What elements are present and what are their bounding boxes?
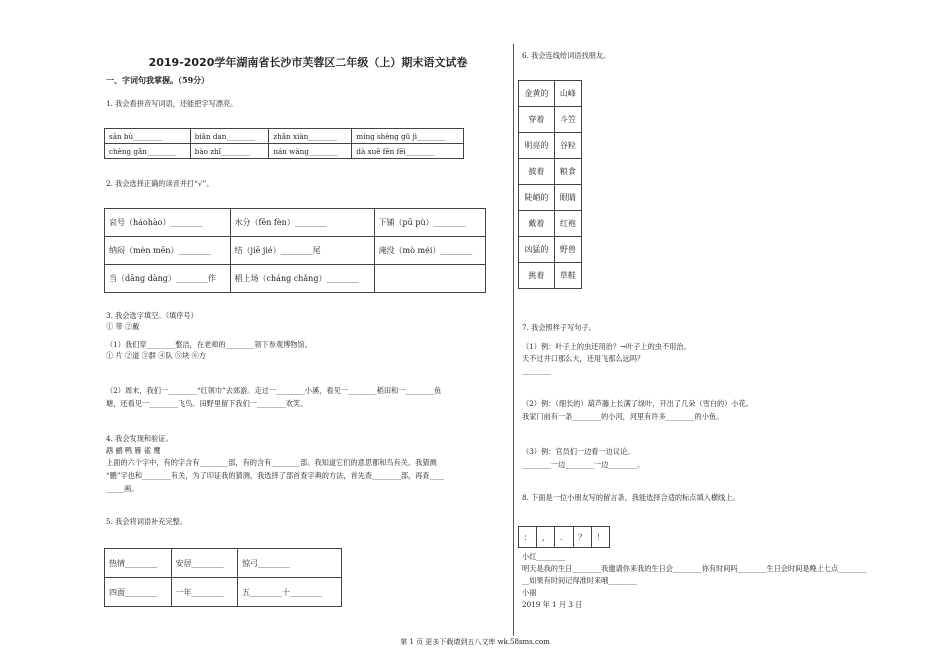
q6-left-word: 凶猛的: [519, 237, 555, 263]
q5-cell: 惊弓________: [238, 549, 342, 578]
q1-cell: míng shèng gǔ jì________: [352, 129, 464, 144]
q7-label: 7. 我会照样子写句子。: [522, 323, 596, 332]
q1-cell: sān bù________: [105, 129, 191, 144]
q6-right-word: 草鞋: [554, 263, 581, 289]
note-body-2: __如果有时间记得准时来哦________: [522, 576, 638, 585]
q7-answer-1: ________: [522, 366, 551, 375]
q7-task-3: ________一边________一边________。: [522, 460, 645, 469]
table-row: [105, 237, 486, 265]
section-heading: 一、字词句我掌握。（59分）: [106, 75, 210, 85]
q2-cell: 结（jiē jié）________尾: [230, 237, 374, 265]
table-row: [105, 144, 464, 159]
q2-cell: 下铺（pū pù）________: [374, 209, 485, 237]
q1-cell: chèng gǎn________: [105, 144, 191, 159]
q5-cell: 五________十________: [238, 578, 342, 607]
q1-cell: biān dan________: [190, 129, 269, 144]
q7-task-2: 我家门前有一条________的小河，河里有许多________的小鱼。: [522, 412, 724, 421]
q4-line-3: _____画。: [106, 484, 139, 493]
q2-cell: 纳闷（mèn mēn）________: [105, 237, 231, 265]
q2-cell: 水分（fēn fèn）________: [230, 209, 374, 237]
table-row: [105, 265, 486, 293]
table-row: [519, 159, 582, 185]
table-row: [519, 81, 582, 107]
page-footer: 第 1 页 更多下载请到五八文库 wk.58sms.com: [400, 638, 550, 646]
q6-left-word: 披着: [519, 159, 555, 185]
q2-cell: 当（dāng dàng）________作: [105, 265, 231, 293]
q3-sentence-1: （1）我们穿________整洁，在老师的________领下参观博物馆。: [106, 340, 312, 349]
q6-right-word: 山峰: [554, 81, 581, 107]
q2-table: [104, 208, 486, 293]
q2-cell: [374, 265, 485, 293]
q7-task-1: 天不过井口那么大，还用飞那么远吗？: [522, 354, 645, 363]
q8-punctuation-table: [518, 526, 610, 548]
q1-label: 1. 我会看拼音写词语，还能把字写漂亮。: [106, 99, 238, 108]
q2-cell: 淹没（mò méi）________: [374, 237, 485, 265]
q7-example-2: （2）例：（细长的）葫芦藤上长满了绿叶，开出了几朵（雪白的）小花。: [522, 399, 753, 408]
punctuation-mark: ：: [519, 527, 537, 548]
q6-left-word: 戴着: [519, 211, 555, 237]
q1-cell: bào zhǐ________: [190, 144, 269, 159]
q1-cell: dà xuě fēn fēi________: [352, 144, 464, 159]
q6-right-word: 眼睛: [554, 185, 581, 211]
q1-table: [104, 128, 464, 159]
q6-left-word: 挑着: [519, 263, 555, 289]
q5-cell: 一年________: [171, 578, 238, 607]
q5-table: [104, 548, 342, 607]
q4-words: 鹉 鹂 鸭 雁 雀 鹰: [106, 446, 161, 455]
table-row: [105, 129, 464, 144]
q5-cell: 热情________: [105, 549, 172, 578]
q5-label: 5. 我会将词语补充完整。: [106, 517, 188, 526]
q3-sentence-2a: （2）周末，我们一________“红领巾”去郊游。走过一________小溪，看见一________稻田和一________鱼: [106, 386, 442, 395]
q6-right-word: 红袍: [554, 211, 581, 237]
q7-example-1: （1）例：叶子上的虫还用治？→叶子上的虫不用治。: [522, 342, 691, 351]
q2-label: 2. 我会选择正确的读音并打“√”。: [106, 179, 214, 188]
table-row: [519, 211, 582, 237]
q3-sentence-2b: 塘，还看见一________飞鸟。田野里留下我们一________欢笑。: [106, 399, 308, 408]
q1-cell: zhǎn xiàn________: [269, 129, 352, 144]
note-greeting: 小红________: [522, 552, 566, 561]
q2-cell: 稻上场（cháng chǎng）________: [230, 265, 374, 293]
q4-line-2: “鹏”字也和________有关，为了印证我的猜测，我选择了部首查字典的方法，首先查________部，再查____: [106, 471, 444, 480]
q6-right-word: 谷粒: [554, 133, 581, 159]
punctuation-mark: ，: [537, 527, 555, 548]
q1-cell: nán wàng________: [269, 144, 352, 159]
q6-right-word: 斗笠: [554, 107, 581, 133]
q5-cell: 四面________: [105, 578, 172, 607]
note-body-1: 明天是我的生日________我邀请你来我的生日会________你有时间吗________生日会时间是晚上七点________: [522, 564, 868, 573]
table-row: [519, 237, 582, 263]
q6-table: [518, 80, 582, 289]
q6-left-word: 明亮的: [519, 133, 555, 159]
q6-right-word: 野兽: [554, 237, 581, 263]
q8-label: 8. 下面是一位小朋友写的留言条，我能选择合适的标点填入横线上。: [522, 493, 740, 502]
table-row: [105, 549, 342, 578]
column-divider: [513, 44, 514, 636]
table-row: [519, 133, 582, 159]
q2-cell: 哀号（háohào）________: [105, 209, 231, 237]
q4-label: 4. 我会发现和验证。: [106, 434, 173, 443]
q6-label: 6. 我会连线给词语找朋友。: [522, 51, 611, 60]
note-date: 2019 年 1 月 3 日: [522, 600, 583, 609]
punctuation-mark: ！: [591, 527, 609, 548]
q6-left-word: 金黄的: [519, 81, 555, 107]
q3-options-2: ① 片 ②道 ③群 ④队 ⑤块 ⑥方: [106, 351, 206, 360]
q3-label: 3. 我会选字填空。（填序号）: [106, 311, 198, 320]
punctuation-mark: ．: [555, 527, 573, 548]
table-row: [105, 578, 342, 607]
table-row: [519, 107, 582, 133]
table-row: [519, 527, 610, 548]
table-row: [519, 185, 582, 211]
punctuation-mark: ？: [573, 527, 591, 548]
table-row: [105, 209, 486, 237]
q7-example-3: （3）例：官员们一边看一边议论。: [522, 447, 635, 456]
q5-cell: 安居________: [171, 549, 238, 578]
q6-left-word: 陡峭的: [519, 185, 555, 211]
exam-title: 2019-2020学年湖南省长沙市芙蓉区二年级（上）期末语文试卷: [148, 56, 468, 69]
q4-line-1: 上面的六个字中，有的字含有________部，有的含有________部。我知道它们的意思都和鸟有关。我猜测: [106, 458, 437, 467]
q6-left-word: 穿着: [519, 107, 555, 133]
table-row: [519, 263, 582, 289]
note-signature: 小丽: [522, 588, 537, 597]
q6-right-word: 粮食: [554, 159, 581, 185]
q3-options-1: ① 带 ②戴: [106, 322, 140, 331]
